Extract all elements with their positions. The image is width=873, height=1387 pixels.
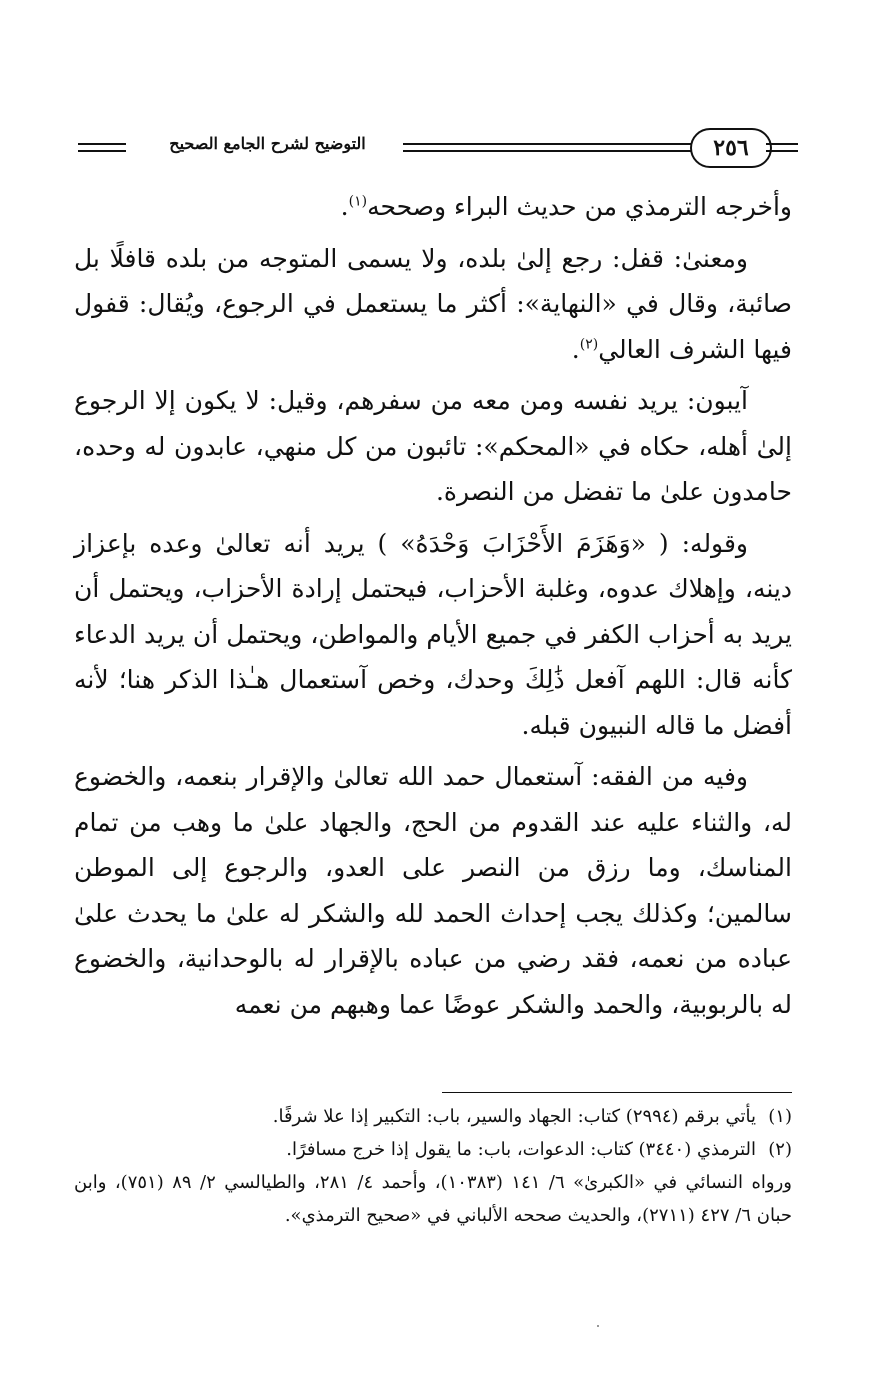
main-text [74, 184, 792, 1027]
paragraph-1-text: وأخرجه الترمذي من حديث البراء وصححه [367, 192, 792, 221]
paragraph-3: آيبون: يريد نفسه ومن معه من سفرهم، وقيل: لا يكون إلا الرجوع إلىٰ أهله، حكاه في «المحكم»: تائبون من كل منهي، عابدون له وحده، حامدون علىٰ ما تفضل من النصرة. [74, 386, 792, 506]
footnote-2-text: الترمذي (٣٤٤٠) كتاب: الدعوات، باب: ما يقول إذا خرج مسافرًا. [286, 1139, 756, 1160]
footnote-2-number: (٢) [768, 1139, 792, 1160]
page-number-frame [690, 128, 772, 168]
footnote-1 [74, 1100, 792, 1133]
paragraph-2-text: ومعنىٰ: قفل: رجع إلىٰ بلده، ولا يسمى المتوجه من بلده قافلًا بل صائبة، وقال في «النهاية»: أكثر ما يستعمل في الرجوع، ويُقال: قفول فيها الشرف العالي [74, 243, 792, 364]
paragraph-4: وقوله: ( «وَهَزَمَ الأَحْزَابَ وَحْدَهُ» ) يريد أنه تعالىٰ وعده بإعزاز دينه، وإهلاك عدوه، وغلبة الأحزاب، فيحتمل إرادة الأحزاب، ويحتمل أن يريد به أحزاب الكفر في جميع الأيام والمواطن، ويحتمل أن يريد الدعاء كأنه قال: اللهم آفعل ذَٰلِكَ وحدك، وخص آستعمال هـٰذا الذكر هنا؛ لأنه أفضل ما قاله النبيون قبله. [74, 528, 792, 740]
footnote-ref-1: (١) [348, 193, 368, 210]
paragraph-1 [74, 184, 792, 230]
header-rule-left [78, 143, 126, 152]
footnote-ref-2: (٢) [579, 336, 599, 353]
header-rule-right [766, 143, 798, 152]
footnote-separator [442, 1092, 792, 1093]
running-title: التوضيح لشرح الجامع الصحيح [169, 134, 366, 153]
running-header [78, 128, 798, 172]
footnotes [74, 1100, 792, 1232]
paragraph-2-end: . [571, 334, 580, 364]
paragraph-1-end: . [340, 192, 349, 221]
paragraph-5: وفيه من الفقه: آستعمال حمد الله تعالىٰ والإقرار بنعمه، والخضوع له، والثناء عليه عند القدوم من الحج، والجهاد علىٰ ما وهب من تمام المناسك، وما رزق من النصر على العدو، والرجوع إلى الموطن سالمين؛ وكذلك يجب إحداث الحمد لله والشكر له علىٰ ما يحدث علىٰ عباده من نعمه، فقد رضي من عباده بالإقرار له بالوحدانية، والخضوع له بالربوبية، والحمد والشكر عوضًا عما وهبهم من نعمه [74, 762, 792, 1019]
footnote-2-continuation: ورواه النسائي في «الكبرىٰ» ٦/ ١٤١ (١٠٣٨٣)، وأحمد ٤/ ٢٨١، والطيالسي ٢/ ٨٩ (٧٥١)، وابن حبان ٦/ ٤٢٧ (٢٧١١)، والحديث صححه الألباني في «صحيح الترمذي». [74, 1172, 792, 1226]
footnote-1-text: يأتي برقم (٢٩٩٤) كتاب: الجهاد والسير، باب: التكبير إذا علا شرفًا. [272, 1106, 756, 1127]
page-number: ٢٥٦ [713, 135, 749, 161]
paragraph-2 [74, 236, 792, 373]
footnote-1-number: (١) [768, 1106, 792, 1127]
footnote-2 [74, 1133, 792, 1166]
print-speck [597, 1325, 599, 1327]
